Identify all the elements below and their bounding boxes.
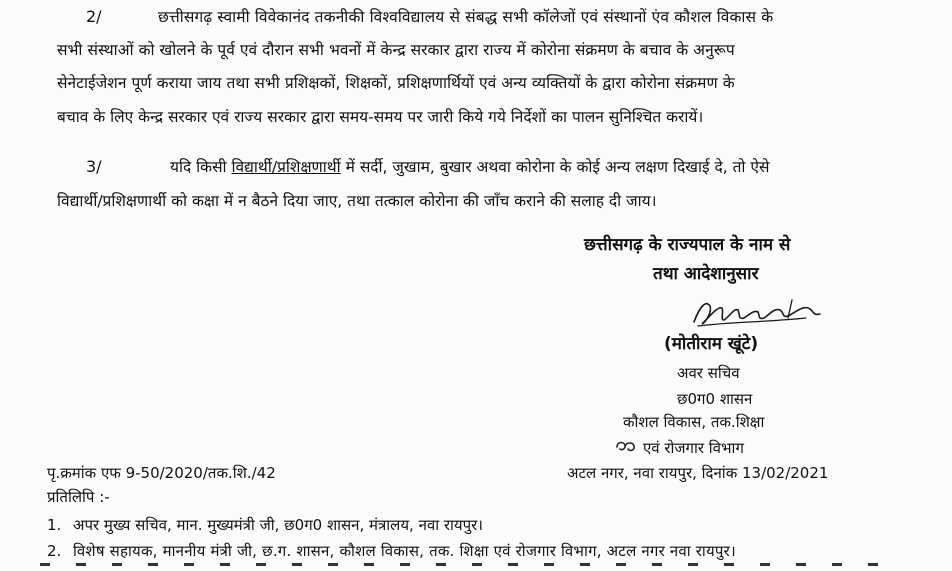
copy-heading: प्रतिलिपि :- (47, 488, 110, 506)
reference-number: पृ.क्रमांक एफ 9-50/2020/तक.शि./42 (47, 464, 276, 482)
authority-line-1: छत्तीसगढ़ के राज्यपाल के नाम से (584, 235, 791, 255)
authority-line-2: तथा आदेशानुसार (653, 264, 759, 284)
signatory-dept-1: कौशल विकास, तक.शिक्षा (623, 413, 765, 431)
para-3-underlined-term: विद्यार्थी/प्रशिक्षणार्थी (231, 158, 341, 176)
signatory-govt: छ0ग0 शासन (677, 390, 753, 408)
copy-item-2-number: 2. (47, 542, 62, 560)
signatory-dept-2: एवं रोजगार विभाग (643, 439, 744, 457)
signature (688, 292, 828, 332)
para-3-line-2: विद्यार्थी/प्रशिक्षणार्थी को कक्षा में न बैठने दिया जाए, तथा तत्काल कोरोना की जाँच कराने की सलाह दी जाय। (57, 192, 657, 210)
cut-off-next-line (40, 563, 920, 571)
copy-item-1-number: 1. (47, 516, 62, 534)
signatory-name: (मोतीराम खूंटे) (664, 334, 759, 354)
para-3-line-1-start: यदि किसी (170, 158, 232, 176)
para-3-number: 3/ (86, 157, 102, 176)
para-3-line-1-end: में सर्दी, जुखाम, बुखार अथवा कोरोना के कोई अन्य लक्षण दिखाई दे, तो ऐसे (340, 158, 770, 176)
para-2-line-2: सभी संस्थाओं को खोलने के पूर्व एवं दौरान सभी भवनों में केन्द्र सरकार द्वारा राज्य में कोरोना संक्रमण के बचाव के अनुरूप (57, 41, 735, 59)
copy-item-2-text: विशेष सहायक, माननीय मंत्री जी, छ.ग. शासन, कौशल विकास, तक. शिक्षा एवं रोजगार विभाग, अटल नगर नवा रायपुर। (73, 542, 736, 560)
place-and-date: अटल नगर, नवा रायपुर, दिनांक 13/02/2021 (567, 464, 829, 482)
para-2-number: 2/ (86, 7, 102, 26)
signatory-designation: अवर सचिव (677, 364, 740, 382)
department-mark-icon (614, 438, 642, 456)
para-2-line-1: छत्तीसगढ़ स्वामी विवेकानंद तकनीकी विश्वविद्यालय से संबद्ध सभी कॉलेजों एवं संस्थानों एंव कौशल विकास के (158, 8, 774, 26)
para-3-line-1 (170, 157, 769, 177)
copy-item-1-text: अपर मुख्य सचिव, मान. मुख्यमंत्री जी, छ0ग0 शासन, मंत्रालय, नवा रायपुर। (73, 516, 483, 534)
para-2-line-3: सेनेटाईजेशन पूर्ण कराया जाय तथा सभी प्रशिक्षकों, शिक्षकों, प्रशिक्षणार्थियों एवं अन्य व्यक्तियों के द्वारा कोरोना संक्रमण के (57, 74, 735, 92)
para-2-line-4: बचाव के लिए केन्द्र सरकार एवं राज्य सरकार द्वारा समय-समय पर जारी किये गये निर्देशों का पालन सुनिश्चित करायें। (57, 108, 704, 126)
